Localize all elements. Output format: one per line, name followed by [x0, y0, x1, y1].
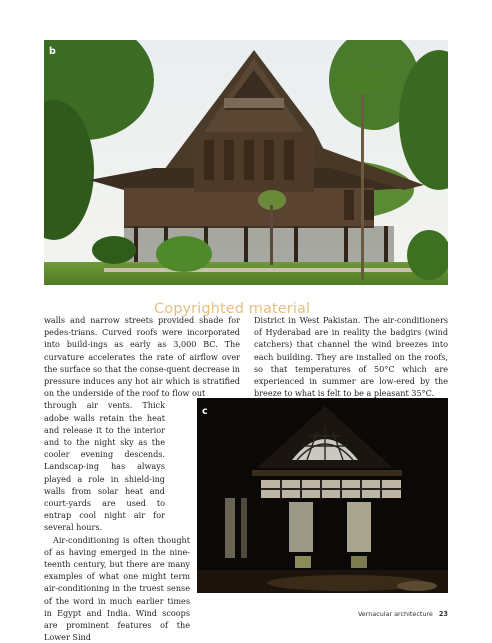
paragraph-left-1-wide: walls and narrow streets provided shade for pedes-trians. Curved roofs were incorporated into build-ings as early as 3,000 BC. The curvature accelerates the rate of airflow over the surface so that the conse-quent decrease in pressure induces any hot air which is stratified on the underside of the roof to flow out [44, 315, 240, 399]
section-title: Vernacular architecture [357, 610, 433, 618]
paragraph-right-1: District in West Pakistan. The air-conditioners of Hyderabad are in reality the badgirs (wind catchers) that channel the wind breezes into each building. They are installed on the roofs, so that temperatures of 50°C which are experienced in summer are low-ered by the breeze to what is felt to be a pleasant 35°C. [254, 315, 448, 399]
photo-b-house [44, 40, 448, 285]
figure-label-c: c [202, 406, 208, 417]
body-column-right [254, 314, 448, 399]
copyright-watermark: Copyrighted material [154, 301, 311, 317]
paragraph-left-1-narrow: through air vents. Thick adobe walls retain the heat and release it to the interior and to the night sky as the cooler evening descends. Landscap-ing has always played a role in shield-ing walls from solar heat and court-yards are used to entrap cool night air for several hours. [44, 400, 165, 533]
page-number: 23 [438, 610, 448, 618]
figure-label-b: b [49, 46, 56, 57]
photo-c-interior [197, 398, 448, 593]
paragraph-left-2: Air-conditioning is often thought of as having emerged in the nine-teenth century, but there are many examples of what one might term air-conditioning in the truest sense of the word in much earlier times in Egypt and India. Wind scoops are prominent features of the Lower Sind [44, 534, 190, 643]
page-footer [358, 610, 448, 618]
